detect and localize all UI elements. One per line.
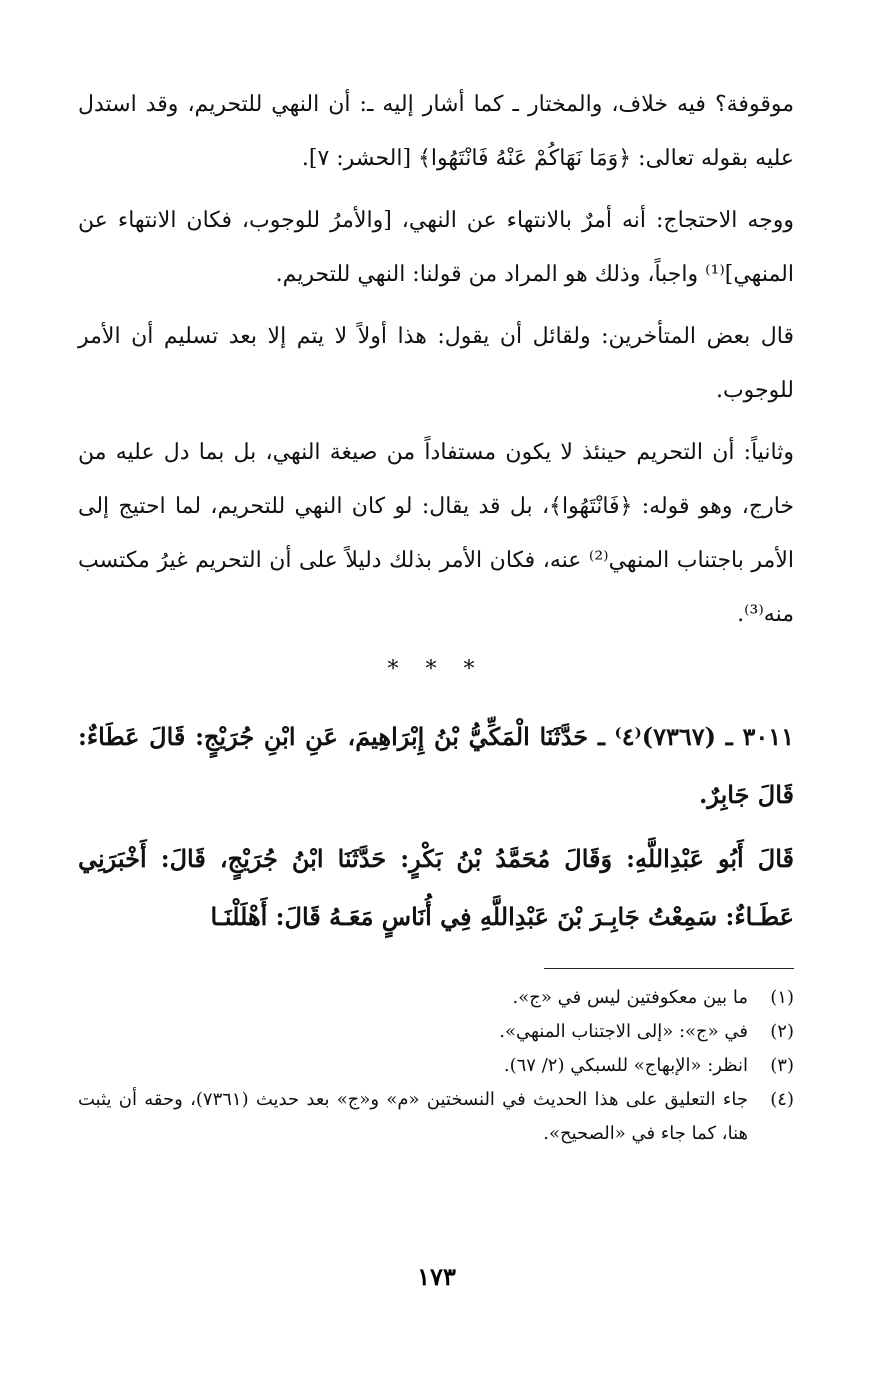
hadith-chain: قَالَ أَبُو عَبْدِاللَّهِ: وَقَالَ مُحَمَّدُ بْنُ بَكْرٍ: حَدَّثَنَا ابْنُ جُرَيْجٍ، قَالَ: أَخْبَرَنِي عَطَـاءٌ: سَمِعْتُ جَابِـرَ بْنَ عَبْدِاللَّهِ فِي أُنَاسٍ مَعَـهُ قَالَ: أَهْلَلْنَـا — [78, 844, 795, 931]
footnote-number: (٢) — [770, 1021, 794, 1042]
section-separator: * * * — [387, 657, 485, 682]
footnote-2 — [78, 1015, 794, 1049]
paragraph-3: قال بعض المتأخرين: ولقائل أن يقول: هذا أولاً لا يتم إلا بعد تسليم أن الأمر للوجوب. — [78, 324, 794, 403]
paragraph-2: ووجه الاحتجاج: أنه أمرٌ بالانتهاء عن النهي، [والأمرُ للوجوب، فكان الانتهاء عن المنهي]⁽¹⁾ واجباً، وذلك هو المراد من قولنا: النهي للتحريم. — [78, 208, 794, 287]
hadith-heading: ٣٠١١ ـ (٧٣٦٧)⁽٤⁾ ـ حَدَّثَنَا الْمَكِّيُّ بْنُ إِبْرَاهِيمَ، عَنِ ابْنِ جُرَيْجٍ: قَالَ عَطَاءٌ: قَالَ جَابِرٌ. — [78, 722, 795, 809]
footnote-text: جاء التعليق على هذا الحديث في النسختين «م» و«ج» بعد حديث (٧٣٦١)، وحقه أن يثبت هنا، كما جاء في «الصحيح». — [78, 1089, 748, 1144]
page-number: ١٧٣ — [417, 1262, 456, 1291]
footnote-number: (٤) — [770, 1089, 794, 1110]
footnote-1 — [78, 981, 794, 1015]
footnote-divider — [544, 968, 794, 969]
footnote-text: في «ج»: «إلى الاجتناب المنهي». — [499, 1021, 748, 1042]
footnote-number: (١) — [770, 987, 794, 1008]
footnote-4 — [78, 1083, 794, 1151]
paragraph-1: موقوفة؟ فيه خلاف، والمختار ـ كما أشار إليه ـ: أن النهي للتحريم، وقد استدل عليه بقوله تعالى: ﴿وَمَا نَهَاكُمْ عَنْهُ فَانْتَهُوا﴾ [الحشر: ٧]. — [78, 92, 794, 171]
footnote-number: (٣) — [770, 1055, 794, 1076]
footnote-3 — [78, 1049, 794, 1083]
page-body — [78, 78, 794, 1151]
paragraph-4: وثانياً: أن التحريم حينئذ لا يكون مستفاداً من صيغة النهي، بل بما دل عليه من خارج، وهو قوله: ﴿فَانْتَهُوا﴾، بل قد يقال: لو كان النهي للتحريم، لما احتيج إلى الأمر باجتناب المنهي⁽²⁾ عنه، فكان الأمر بذلك دليلاً على أن التحريم غيرُ مكتسب منه⁽³⁾. — [78, 440, 794, 627]
footnote-text: ما بين معكوفتين ليس في «ج». — [512, 987, 748, 1008]
footnote-text: انظر: «الإبهاج» للسبكي (٢/ ٦٧). — [503, 1055, 748, 1076]
